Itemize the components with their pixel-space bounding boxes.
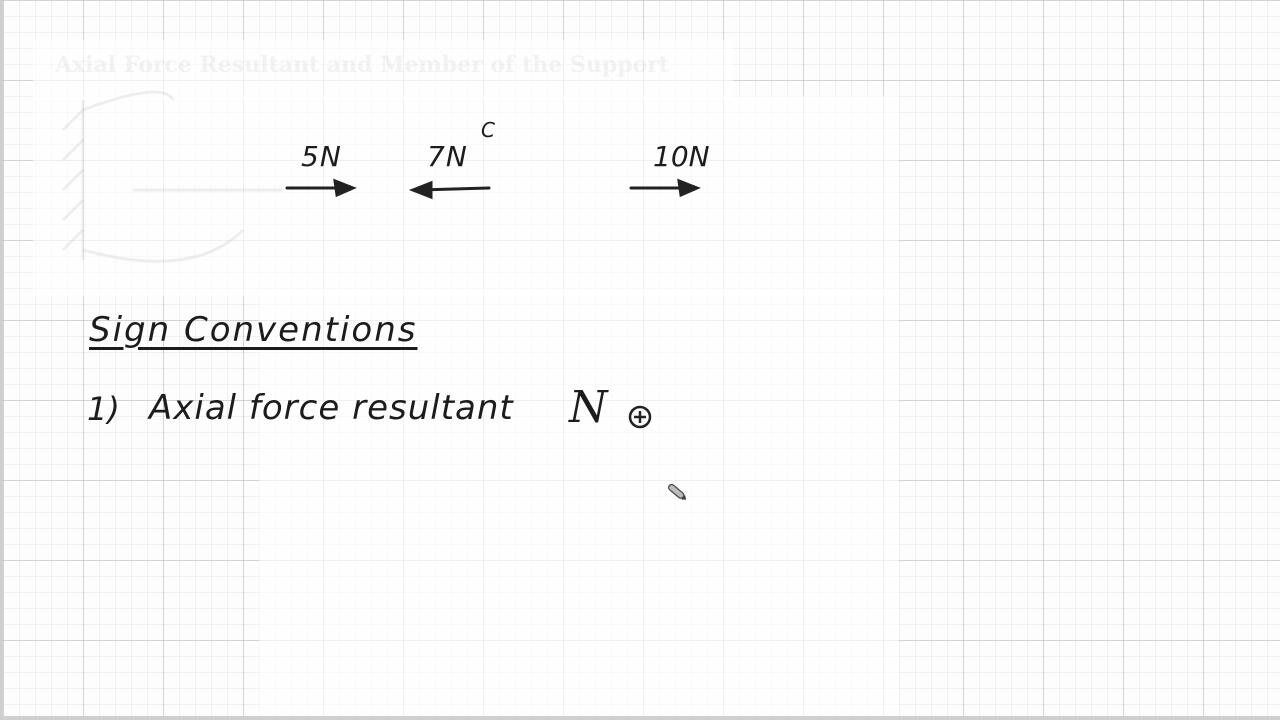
force-label-5n: 5N	[301, 140, 342, 173]
convention-item-text: Axial force resultant	[149, 388, 514, 428]
sign-conventions-title-text: Sign Conventions	[89, 310, 418, 350]
force-label-10n: 10N	[653, 140, 710, 173]
point-label-c: C	[481, 118, 495, 142]
pen-cursor-icon	[665, 482, 689, 502]
ghost-support-drawing	[43, 80, 303, 280]
faint-erased-heading: Axial Force Resultant and Member of the Support	[55, 52, 670, 78]
erased-region-lower	[259, 290, 899, 720]
axial-force-symbol: N	[569, 382, 608, 433]
convention-item-number: 1)	[87, 390, 120, 428]
force-label-7n: 7N	[427, 140, 468, 173]
sign-conventions-title	[89, 310, 418, 350]
plus-in-circle-icon	[627, 404, 653, 430]
